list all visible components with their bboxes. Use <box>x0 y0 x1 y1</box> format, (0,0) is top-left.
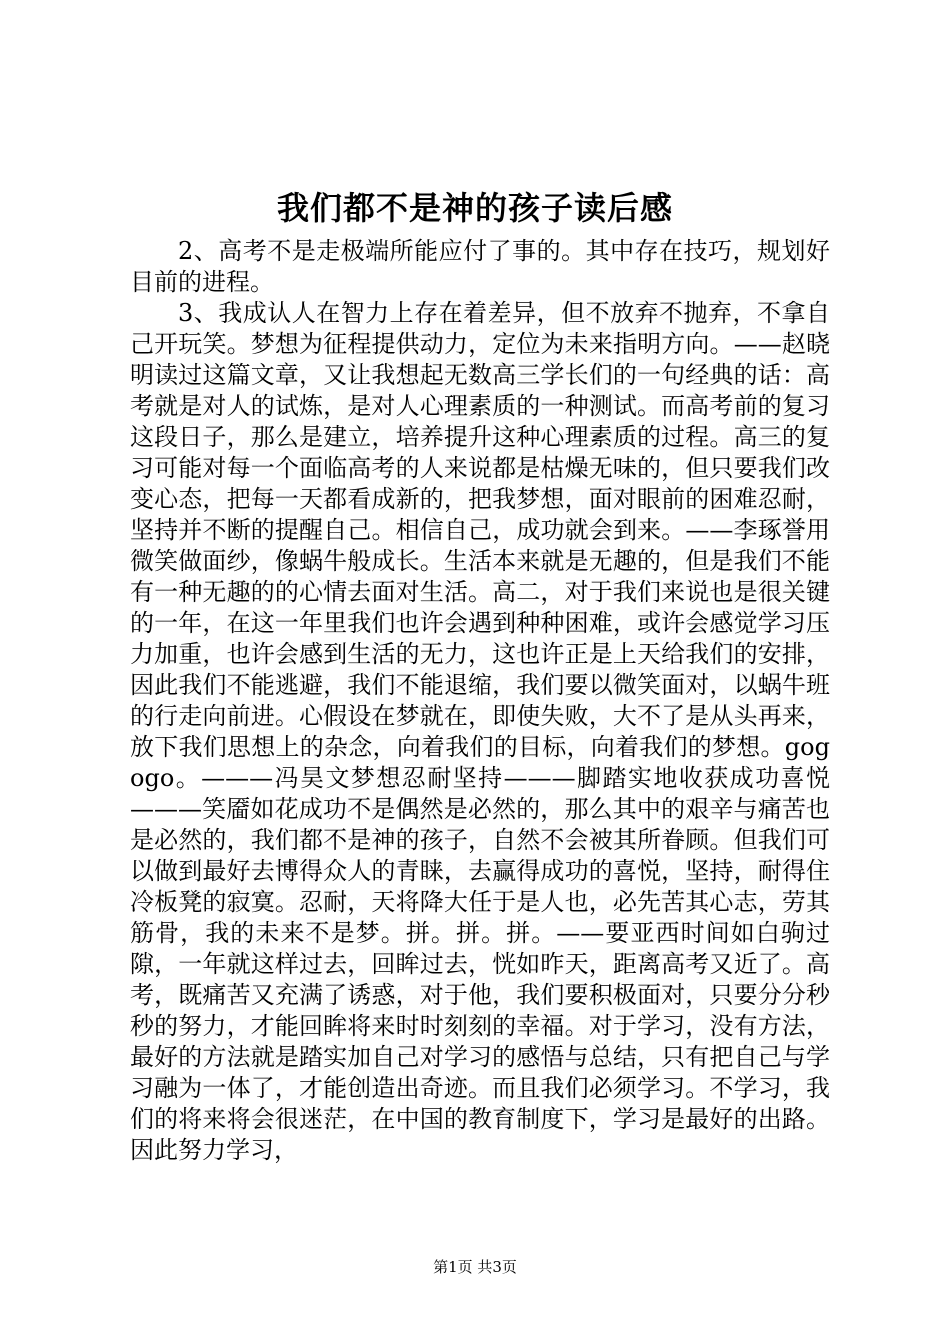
document-title: 我们都不是神的孩子读后感 <box>276 189 673 227</box>
paragraph-1: 2、高考不是走极端所能应付了事的。其中存在技巧，规划好目前的进程。 <box>130 237 830 296</box>
page-number: 第1页 共3页 <box>433 1258 517 1276</box>
document-body <box>130 236 830 1166</box>
paragraph-2: 3、我成认人在智力上存在着差异，但不放弃不抛弃，不拿自己开玩笑。梦想为征程提供动力，定位为未来指明方向。——赵晓明读过这篇文章，又让我想起无数高三学长们的一句经典的话：高考就是对人的试炼，是对人心理素质的一种测试。而高考前的复习这段日子，那么是建立，培养提升这种心理素质的过程。高三的复习可能对每一个面临高考的人来说都是枯燥无味的，但只要我们改变心态，把每一天都看成新的，把我梦想，面对眼前的困难忍耐，坚持并不断的提醒自己。相信自己，成功就会到来。——李琢誉用微笑做面纱，像蜗牛般成长。生活本来就是无趣的，但是我们不能有一种无趣的的心情去面对生活。高二，对于我们来说也是很关键的一年，在这一年里我们也许会遇到种种困难，或许会感觉学习压力加重，也许会感到生活的无力，这也许正是上天给我们的安排，因此我们不能逃避，我们不能退缩，我们要以微笑面对，以蜗牛班的行走向前进。心假设在梦就在，即使失败，大不了是从头再来，放下我们思想上的杂念，向着我们的目标，向着我们的梦想。gogogo。———冯昊文梦想忍耐坚持———脚踏实地收获成功喜悦———笑靥如花成功不是偶然是必然的，那么其中的艰辛与痛苦也是必然的，我们都不是神的孩子，自然不会被其所眷顾。但我们可以做到最好去博得众人的青睐，去赢得成功的喜悦，坚持，耐得住冷板凳的寂寞。忍耐，天将降大任于是人也，必先苦其心志，劳其筋骨，我的未来不是梦。拼。拼。拼。——要亚西时间如白驹过隙，一年就这样过去，回眸过去，恍如昨天，距离高考又近了。高考，既痛苦又充满了诱惑，对于他，我们要积极面对，只要分分秒秒的努力，才能回眸将来时时刻刻的幸福。对于学习，没有方法，最好的方法就是踏实加自己对学习的感悟与总结，只有把自己与学习融为一体了，才能创造出奇迹。而且我们必须学习。不学习，我们的将来将会很迷茫，在中国的教育制度下，学习是最好的出路。因此努力学习， <box>130 299 830 1164</box>
